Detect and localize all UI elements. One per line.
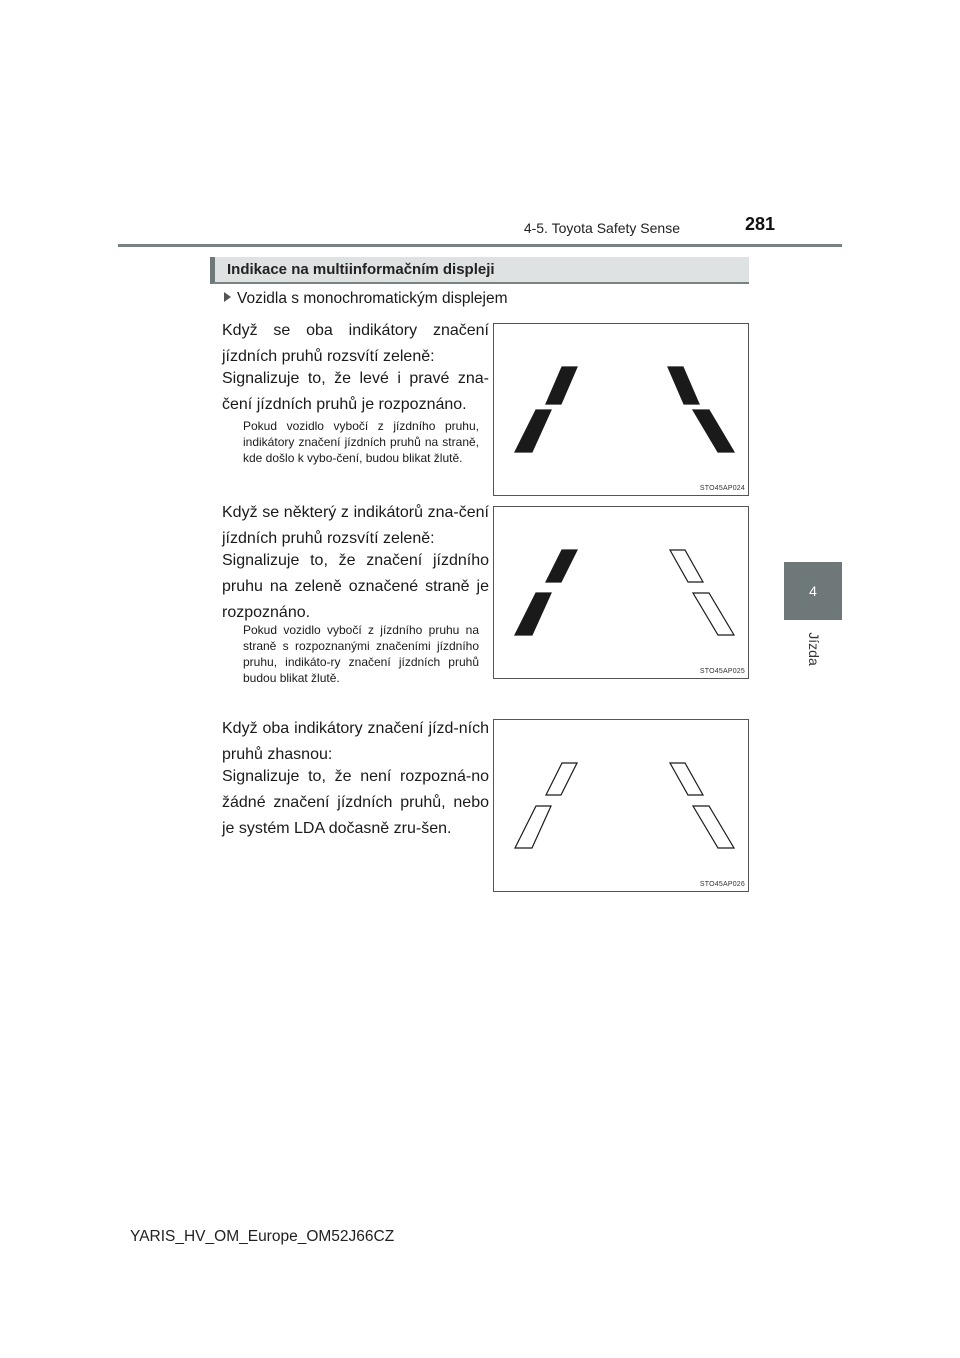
left-upper-lane-marker <box>546 367 577 404</box>
lane-indicator-diagram <box>494 324 750 497</box>
left-lower-lane-marker <box>515 593 551 635</box>
right-lower-lane-marker <box>693 410 734 452</box>
figure-one-lane-green <box>493 506 749 679</box>
header-section-title: 4-5. Toyota Safety Sense <box>523 220 680 236</box>
right-upper-lane-marker <box>668 367 699 404</box>
block-3-text: Signalizuje to, že není rozpozná-no žádné značení jízdních pruhů, nebo je systém LDA dočasně zru-šen. <box>222 768 489 837</box>
figure-no-lanes <box>493 719 749 892</box>
right-lower-lane-marker <box>693 593 734 635</box>
block-1-text: Signalizuje to, že levé i pravé zna-čení jízdních pruhů je rozpoznáno. <box>222 370 489 413</box>
block-2-heading: Když se některý z indikátorů zna-čení jízdních pruhů rozsvítí zeleně: <box>222 504 489 547</box>
block-2-note: Pokud vozidlo vybočí z jízdního pruhu na straně s rozpoznanými značeními jízdního pruhu, indikáto-ry značení jízdních pruhů budou blikat žlutě. <box>243 623 479 685</box>
figure-code: STO45AP026 <box>699 881 745 888</box>
triangle-bullet-icon <box>224 292 231 302</box>
chapter-tab[interactable]: 4 <box>784 562 842 620</box>
header-divider <box>118 244 842 247</box>
right-lower-lane-marker <box>693 806 734 848</box>
block-1-note: Pokud vozidlo vybočí z jízdního pruhu, indikátory značení jízdních pruhů na straně, kde došlo k vybo-čení, budou blikat žlutě. <box>243 419 479 465</box>
figure-both-lanes-green <box>493 323 749 496</box>
block-2-text: Signalizuje to, že značení jízdního pruhu na zeleně označené straně je rozpoznáno. <box>222 552 489 621</box>
chapter-label: Jízda <box>806 632 822 666</box>
lane-indicator-diagram <box>494 720 750 893</box>
left-upper-lane-marker <box>546 550 577 582</box>
page-number: 281 <box>744 214 775 234</box>
block-3-heading: Když oba indikátory značení jízd-ních pruhů zhasnou: <box>222 720 489 763</box>
section-title: Indikace na multiinformačním displeji <box>227 261 495 278</box>
right-upper-lane-marker <box>670 550 703 582</box>
left-lower-lane-marker <box>515 410 551 452</box>
right-upper-lane-marker <box>670 763 703 795</box>
bullet-text: Vozidla s monochromatickým displejem <box>237 290 508 307</box>
left-lower-lane-marker <box>515 806 551 848</box>
bullet-item <box>224 290 508 308</box>
lane-indicator-diagram <box>494 507 750 680</box>
footer-document-id: YARIS_HV_OM_Europe_OM52J66CZ <box>130 1228 395 1245</box>
figure-code: STO45AP024 <box>699 485 745 492</box>
section-title-bar <box>210 257 749 284</box>
figure-code: STO45AP025 <box>699 668 745 675</box>
left-upper-lane-marker <box>546 763 577 795</box>
block-1-heading: Když se oba indikátory značení jízdních pruhů rozsvítí zeleně: <box>222 322 489 365</box>
